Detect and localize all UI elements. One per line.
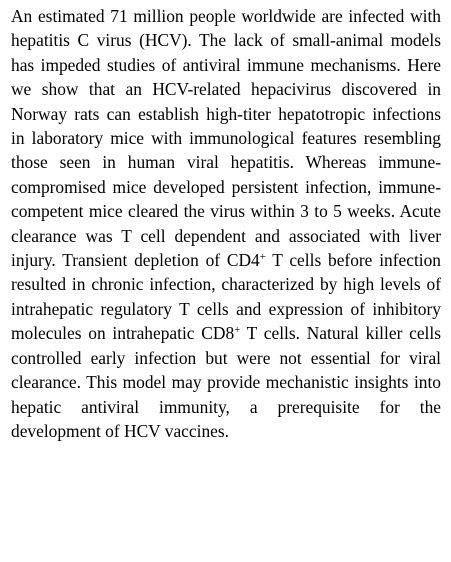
abstract-text-part-3: T cells. Natural killer cells controlled early infection but were not essential for viral clearance. This model may provide mechanistic insights into hepatic antiviral immunity, a prerequisite for the development of HCV vaccines. <box>11 323 441 441</box>
superscript-plus-cd8: + <box>234 324 241 337</box>
abstract-text-part-1: An estimated 71 million people worldwide are infected with hepatitis C virus (HCV). The lack of small-animal models has impeded studies of antiviral immune mechanisms. Here we show that an HCV-related hepacivirus discovered in Norway rats can establish high-titer hepatotropic infections in laboratory mice with immunological features resembling those seen in human viral hepatitis. Whereas immune-compromised mice developed persistent infection, immune-competent mice cleared the virus within 3 to 5 weeks. Acute clearance was T cell dependent and associated with liver injury. Transient depletion of CD4 <box>11 6 441 271</box>
abstract-text-part-2: T cells before infection resulted in chronic infection, characterized by high levels of intrahepatic regulatory T cells and expression of inhibitory molecules on intrahepatic CD8 <box>11 250 441 344</box>
abstract-paragraph <box>11 4 441 443</box>
superscript-plus-cd4: + <box>259 251 266 264</box>
